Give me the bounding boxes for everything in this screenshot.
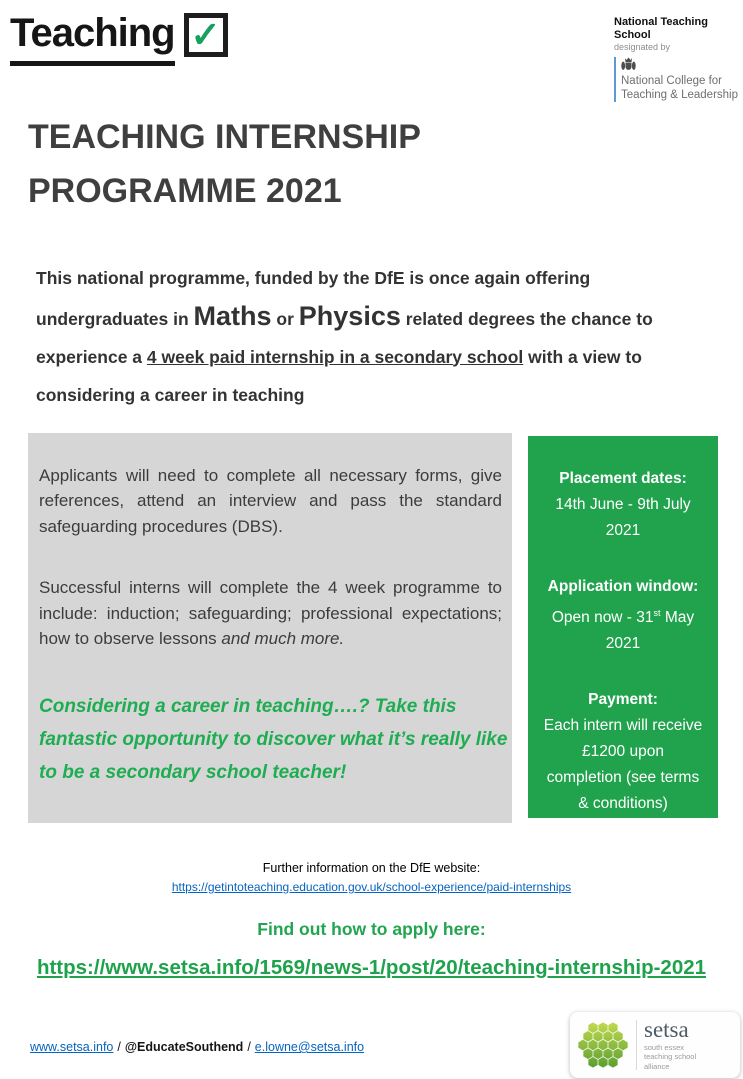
application-window-label: Application window: <box>547 577 699 595</box>
dfe-website-link[interactable]: https://getintoteaching.education.gov.uk/school-experience/paid-internships <box>171 879 572 894</box>
payment-block: Payment: Each intern will receive £1200 upon completion (see terms & conditions) <box>538 687 708 817</box>
physics-emphasis: Physics <box>298 300 401 331</box>
apply-heading: Find out how to apply here: <box>257 919 486 940</box>
key-facts-green-box <box>528 436 718 818</box>
placement-dates-block: Placement dates: 14th June - 9th July 2021 <box>538 466 708 544</box>
application-window-block: Application window: Open now - 31st May 2021 <box>538 574 708 657</box>
page-title-line2: PROGRAMME 2021 <box>28 172 342 211</box>
checkbox-icon <box>184 13 228 57</box>
national-teaching-school-logo <box>614 12 741 102</box>
applicants-paragraph: Applicants will need to complete all necessary forms, give references, attend an interview and pass the standard safeguarding procedures (DBS). <box>39 465 502 536</box>
contact-links: www.setsa.info / @EducateSouthend / e.lowne@setsa.info <box>30 1040 365 1054</box>
underlined-phrase: 4 week paid internship in a secondary school <box>146 346 524 367</box>
header <box>0 0 743 102</box>
placement-dates-label: Placement dates: <box>559 469 687 487</box>
details-gray-box <box>28 433 512 823</box>
intro-line4: considering a career in teaching <box>36 384 305 405</box>
twitter-handle: @EducateSouthend <box>124 1040 244 1054</box>
apply-link[interactable]: https://www.setsa.info/1569/news-1/post/20/teaching-internship-2021 <box>36 956 707 980</box>
email-link[interactable]: e.lowne@setsa.info <box>254 1040 365 1054</box>
setsa-website-link[interactable]: www.setsa.info <box>30 1040 114 1054</box>
maths-emphasis: Maths <box>193 300 272 331</box>
checkmark-icon: ✓ <box>190 14 221 55</box>
national-college-name: National College for Teaching & Leadership <box>621 75 738 101</box>
national-college-block <box>614 57 741 101</box>
teaching-check-logo <box>10 12 228 66</box>
career-cta-text: Considering a career in teaching….? Take this fantastic opportunity to discover what it’s really like to be a secondary school teacher! <box>39 695 508 783</box>
interns-paragraph: Successful interns will complete the 4 week programme to include: induction; safeguarding; professional expectations; how to observe lessons and much more. <box>39 578 502 648</box>
setsa-logo-text <box>644 1019 696 1071</box>
intro-paragraph <box>36 259 713 414</box>
logo-divider <box>636 1020 637 1070</box>
nts-subtitle: designated by <box>614 42 671 53</box>
setsa-name: setsa <box>644 1017 689 1043</box>
setsa-logo <box>570 1012 740 1078</box>
setsa-tagline: south essex teaching school alliance <box>644 1042 697 1071</box>
dfe-info-text: Further information on the DfE website: <box>262 860 481 875</box>
page-title-line1: TEACHING INTERNSHIP <box>28 117 421 156</box>
intro-line3: experience a 4 week paid internship in a secondary school with a view to <box>36 346 642 367</box>
royal-crest-icon <box>621 57 741 73</box>
intro-line1: This national programme, funded by the DfE is once again offering <box>36 267 591 288</box>
page-title <box>28 110 743 219</box>
info-columns <box>28 433 718 823</box>
nts-title: National Teaching School <box>614 16 708 41</box>
further-info <box>0 859 743 898</box>
setsa-hexagon-icon <box>577 1019 629 1071</box>
teaching-logo-text: Teaching <box>10 12 175 66</box>
intro-line2: undergraduates in Maths or Physics related degrees the chance to <box>36 300 653 331</box>
and-much-more-italic: and much more. <box>221 629 345 648</box>
payment-label: Payment: <box>588 690 658 708</box>
